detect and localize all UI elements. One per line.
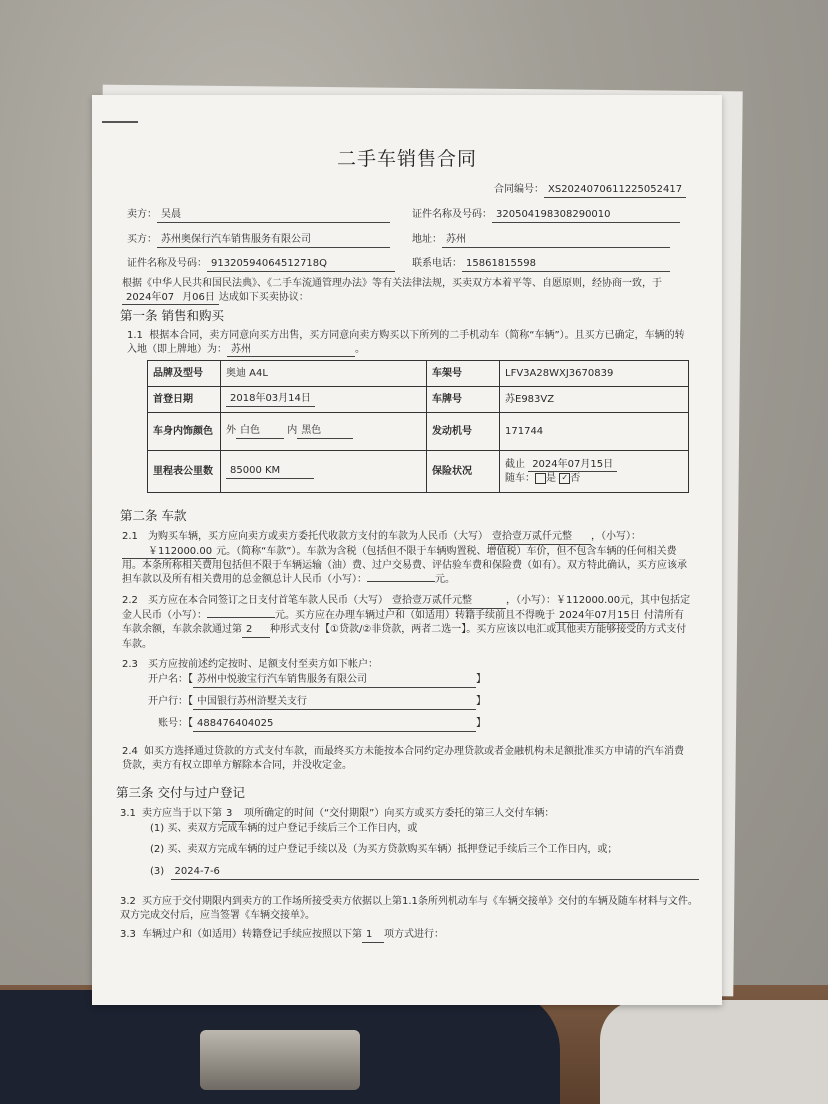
- engine-label: 发动机号: [427, 413, 500, 451]
- account-name-row: 开户名：【 苏州中悦骏宝行汽车销售服务有限公司 】: [148, 673, 486, 688]
- color-label: 车身内饰颜色: [148, 413, 221, 451]
- reg-value: 2018年03月14日: [221, 387, 427, 413]
- clause-2-4: 2.4 如买方选择通过贷款的方式支付车款，而最终买方未能按本合同约定办理贷款或者金融机构未足额批准买方申请的汽车消费贷款，卖方有权立即单方解除本合同，并没收定金。: [122, 746, 684, 771]
- clause-3-1-option-1: (1) 买、卖双方完成车辆的过户登记手续后三个工作日内，或: [150, 823, 418, 834]
- vin-value: LFV3A28WXJ3670839: [500, 361, 689, 387]
- contract-page: [92, 95, 722, 1005]
- clause-1-1: 1.1 根据本合同，卖方同意向买方出售，买方同意向卖方购买以下所列的二手机动车（简称“车辆”）。且买方已确定，车辆的转入地（即上牌地）为： 苏州 。: [127, 329, 692, 357]
- belt-buckle: [200, 1030, 360, 1090]
- section-3-title: 第三条 交付与过户登记: [116, 785, 245, 800]
- buyer-row: 买方： 苏州奥保行汽车销售服务有限公司: [127, 233, 390, 248]
- clause-3-3: 3.3 车辆过户和（如适用）转籍登记手续应按照以下第 1 项方式进行：: [120, 928, 444, 943]
- section-1-title: 第一条 销售和购买: [120, 308, 224, 323]
- clause-3-2: 3.2 买方应于交付期限内到卖方的工作场所接受卖方依据以上第1.1条所列机动车与《车辆交接单》交付的车辆及随车材料与文件。双方完成交付后，应当签署《车辆交接单》。: [120, 896, 698, 921]
- clause-2-2: 2.2 买方应在本合同签订之日支付首笔车款人民币（大写） 壹拾壹万贰仟元整 ，（小写）：￥112000.00元，其中包括定金人民币（小写）： 元。买方应在办理车辆过户和（如适用）转籍手续前且不得晚于 2024年07月15日 付清所有车款余额，车款余款通过第 2 种形式支付【①贷款/②非贷款，两者二选一】。买方应该以电汇或其他卖方能够接受的方式支付车款。: [122, 595, 691, 650]
- phone-row: 联系电话： 15861815598: [412, 257, 670, 272]
- brand-label: 品牌及型号: [148, 361, 221, 387]
- clause-3-1-option-3: (3) 2024-7-6: [150, 865, 699, 880]
- buyer-address-row: 地址： 苏州: [412, 233, 670, 248]
- clause-2-3: 2.3 买方应按前述约定按时、足额支付至卖方如下帐户：: [122, 659, 378, 670]
- clause-3-1: 3.1 卖方应当于以下第 3 项所确定的时间（“交付期限”）向买方或买方委托的第三人交付车辆：: [120, 807, 554, 822]
- clause-2-1: 2.1 为购买车辆，买方应向卖方或卖方委托代收款方支付的车款为人民币（大写） 壹拾壹万贰仟元整 ，（小写）： ￥112000.00 元。（简称“车款”）。车款为含税（包括但不限于车辆购置税、增值税）车价，但不包含车辆的任何相关费用。本条所称相关费用包括但不限于车辆运输（油）费、过户交易费、评估验车费和保险费（如有）。双方特此确认，买方应该承担车款以及所有相关费用的总金额总计人民币（小写）： 元。: [122, 531, 687, 585]
- insurance-label: 保险状况: [427, 451, 500, 493]
- vin-label: 车架号: [427, 361, 500, 387]
- section-2-title: 第二条 车款: [120, 508, 187, 523]
- contract-title: 二手车销售合同: [336, 148, 477, 170]
- account-number-row: 账号：【 488476404025 】: [158, 717, 486, 732]
- insurance-value: 截止 2024年07月15日 随车： 是 ✓ 否: [500, 451, 689, 493]
- color-value: 外 白色 内 黑色: [221, 413, 427, 451]
- mileage-label: 里程表公里数: [148, 451, 221, 493]
- mileage-value: 85000 KM: [221, 451, 427, 493]
- brand-value: 奥迪 A4L: [221, 361, 427, 387]
- staple-mark: [102, 121, 138, 123]
- reg-label: 首登日期: [148, 387, 221, 413]
- preamble: 根据《中华人民共和国民法典》、《二手车流通管理办法》等有关法律法规，买卖双方本着平等、自愿原则，经协商一致，于2024年07 月06日 达成如下买卖协议：: [122, 277, 697, 305]
- yes-checkbox: [535, 473, 546, 484]
- chair-cushion: [600, 1000, 828, 1104]
- clause-3-1-option-2: (2) 买、卖双方完成车辆的过户登记手续以及（为买方贷款购买车辆）抵押登记手续后三个工作日内，或；: [150, 844, 618, 855]
- vehicle-table: [147, 360, 689, 493]
- no-checkbox: ✓: [559, 473, 570, 484]
- bank-row: 开户行：【 中国银行苏州浒墅关支行 】: [148, 695, 486, 710]
- plate-label: 车牌号: [427, 387, 500, 413]
- seller-id-row: 证件名称及号码： 320504198308290010: [412, 208, 680, 223]
- engine-value: 171744: [500, 413, 689, 451]
- plate-value: 苏E983VZ: [500, 387, 689, 413]
- seller-row: 卖方： 吴晨: [127, 208, 390, 223]
- contract-number: 合同编号： XS2024070611225052417: [494, 183, 686, 198]
- buyer-id-row: 证件名称及号码： 91320594064512718Q: [127, 257, 395, 272]
